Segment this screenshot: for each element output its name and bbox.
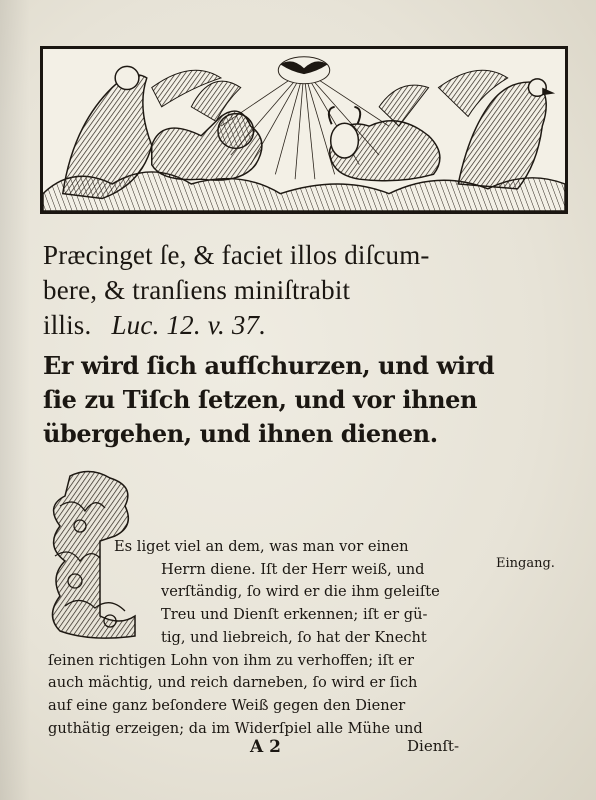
body-line: auf eine ganz beſondere Weiß gegen den Diener — [48, 696, 406, 714]
latin-scripture-verse — [43, 238, 503, 343]
page-edge-shadow — [0, 0, 30, 800]
body-line: auch mächtig, und reich darneben, ſo wird er ſich — [48, 674, 418, 692]
latin-line-2: bere, & tranſiens miniſtrabit — [43, 275, 351, 305]
signature-mark: A 2 — [250, 737, 281, 757]
german-verse-heading — [43, 349, 503, 451]
body-line: verſtändig, ſo wird er die ihm geleiſte — [161, 583, 440, 601]
body-line: Es liget viel an dem, was man vor einen — [114, 538, 409, 555]
body-line: tig, und liebreich, ſo hat der Knecht — [161, 628, 427, 646]
german-heading-line: Er wird ſich aufſchurzen, und wird — [43, 351, 495, 380]
latin-line-3-text: illis. — [43, 310, 92, 340]
body-line: Treu und Dienſt erkennen; iſt er gü- — [161, 606, 428, 624]
scripture-reference: Luc. 12. v. 37. — [111, 310, 267, 340]
german-heading-line: ſie zu Tiſch ſetzen, und vor ihnen — [43, 385, 478, 414]
latin-line-3 — [43, 308, 503, 343]
latin-line-1: Præcinget ſe, & faciet illos diſcum- — [43, 240, 430, 270]
body-text — [48, 536, 493, 740]
catchword: Dienſt- — [407, 737, 460, 755]
woodcut-header-illustration — [40, 46, 568, 214]
body-line: Herrn diene. Iſt der Herr weiß, und — [161, 560, 425, 578]
body-line: guthätig erzeigen; da im Widerſpiel alle Mühe und — [48, 719, 423, 737]
german-heading-line: übergehen, und ihnen dienen. — [43, 419, 438, 448]
marginal-note: Eingang. — [496, 556, 555, 571]
body-line: ſeinen richtigen Lohn von ihm zu verhoffen; iſt er — [48, 651, 414, 669]
